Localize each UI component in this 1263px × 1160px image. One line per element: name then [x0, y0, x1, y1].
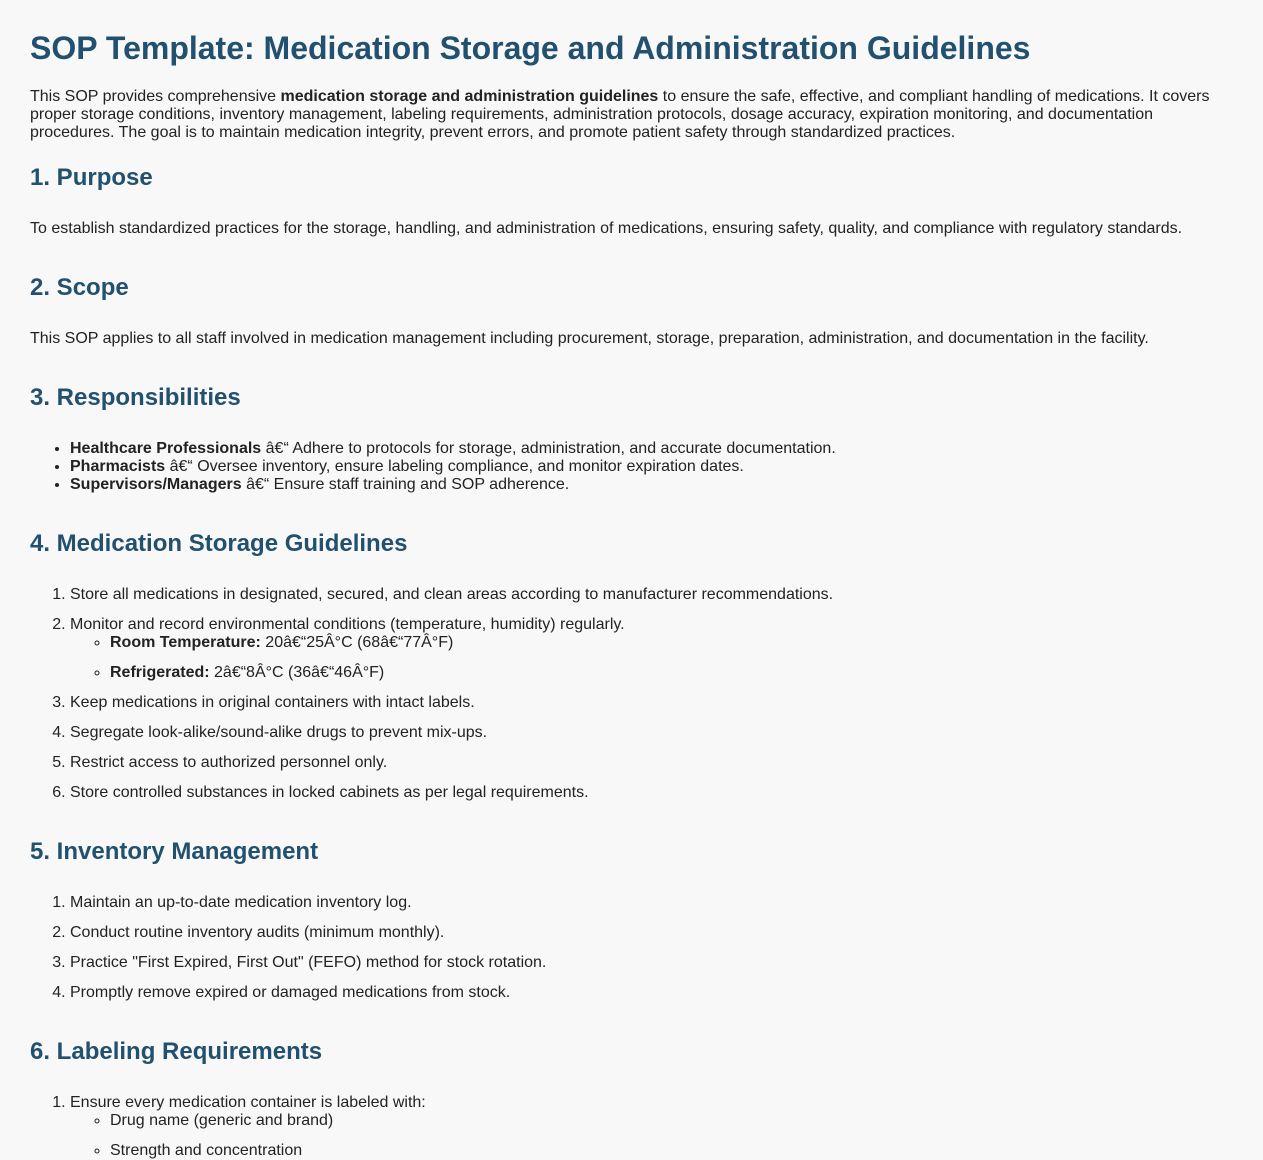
list-item: [70, 616, 1233, 682]
list-item: [70, 784, 1233, 802]
section-labeling: [30, 1038, 1233, 1160]
role-name: Supervisors/Managers: [70, 476, 242, 493]
list-item-text: Practice "First Expired, First Out" (FEFO) method for stock rotation.: [70, 954, 547, 971]
heading-storage: 4. Medication Storage Guidelines: [30, 530, 408, 557]
section-responsibilities: [30, 384, 1233, 494]
condition-label: Room Temperature:: [110, 634, 261, 651]
section-storage: [30, 530, 1233, 802]
list-item-text: Store all medications in designated, secured, and clean areas according to manufacturer recommendations.: [70, 586, 834, 603]
heading-responsibilities: 3. Responsibilities: [30, 384, 241, 411]
list-item-text: Drug name (generic and brand): [110, 1112, 334, 1129]
labeling-list: [30, 1094, 1233, 1160]
storage-conditions-list: [70, 634, 1233, 682]
list-item-text: Ensure every medication container is labeled with:: [70, 1094, 426, 1111]
section-purpose: [30, 164, 1233, 238]
role-name: Healthcare Professionals: [70, 440, 262, 457]
list-item-text: Monitor and record environmental conditions (temperature, humidity) regularly.: [70, 616, 625, 633]
intro-emphasis: medication storage and administration guidelines: [280, 88, 659, 105]
role-description: â€“ Ensure staff training and SOP adherence.: [241, 476, 570, 493]
scope-text: This SOP applies to all staff involved in medication management including procurement, storage, preparation, administration, and documentation in the facility.: [30, 330, 1149, 347]
list-item: [70, 924, 1233, 942]
role-name: Pharmacists: [70, 458, 166, 475]
list-item: [110, 634, 1233, 652]
role-description: â€“ Adhere to protocols for storage, administration, and accurate documentation.: [261, 440, 836, 457]
list-item-text: Segregate look-alike/sound-alike drugs to prevent mix-ups.: [70, 724, 488, 741]
responsibilities-list: [30, 440, 1233, 494]
condition-value: 2â€“8Â°C (36â€“46Â°F): [209, 664, 385, 681]
inventory-list: [30, 894, 1233, 1002]
list-item: [70, 586, 1233, 604]
list-item: [70, 1094, 1233, 1160]
list-item-text: Promptly remove expired or damaged medications from stock.: [70, 984, 511, 1001]
role-description: â€“ Oversee inventory, ensure labeling compliance, and monitor expiration dates.: [165, 458, 744, 475]
list-item: [70, 458, 1233, 476]
list-item-text: Restrict access to authorized personnel only.: [70, 754, 388, 771]
intro-text-end: to ensure the safe, effective, and compliant handling of medications. It covers proper storage conditions, inventory management, labeling requirements, administration protocols, dosage accuracy, expiration monitoring, and documentation procedures. The goal is to maintain medication integrity, prevent errors, and promote patient safety through standardized practices.: [30, 88, 1210, 141]
list-item-text: Keep medications in original containers with intact labels.: [70, 694, 475, 711]
condition-value: 20â€“25Â°C (68â€“77Â°F): [260, 634, 454, 651]
list-item: [110, 1142, 1233, 1160]
list-item-text: Store controlled substances in locked cabinets as per legal requirements.: [70, 784, 589, 801]
list-item-text: Conduct routine inventory audits (minimum monthly).: [70, 924, 445, 941]
list-item-text: Strength and concentration: [110, 1142, 303, 1159]
list-item: [70, 954, 1233, 972]
section-inventory: [30, 838, 1233, 1002]
list-item: [70, 476, 1233, 494]
list-item: [70, 894, 1233, 912]
list-item: [70, 754, 1233, 772]
list-item: [70, 984, 1233, 1002]
page-title: SOP Template: Medication Storage and Administration Guidelines: [30, 30, 1031, 66]
heading-scope: 2. Scope: [30, 274, 129, 301]
list-item: [110, 664, 1233, 682]
intro-paragraph: [30, 88, 1220, 142]
heading-labeling: 6. Labeling Requirements: [30, 1038, 323, 1065]
list-item: [70, 724, 1233, 742]
list-item-text: Maintain an up-to-date medication inventory log.: [70, 894, 412, 911]
list-item: [70, 440, 1233, 458]
intro-text-start: This SOP provides comprehensive: [30, 88, 281, 105]
label-fields-list: [70, 1112, 1233, 1160]
section-scope: [30, 274, 1233, 348]
heading-inventory: 5. Inventory Management: [30, 838, 319, 865]
heading-purpose: 1. Purpose: [30, 164, 153, 191]
purpose-text: To establish standardized practices for the storage, handling, and administration of medications, ensuring safety, quality, and compliance with regulatory standards.: [30, 220, 1183, 237]
storage-list: [30, 586, 1233, 802]
list-item: [70, 694, 1233, 712]
condition-label: Refrigerated:: [110, 664, 210, 681]
list-item: [110, 1112, 1233, 1130]
